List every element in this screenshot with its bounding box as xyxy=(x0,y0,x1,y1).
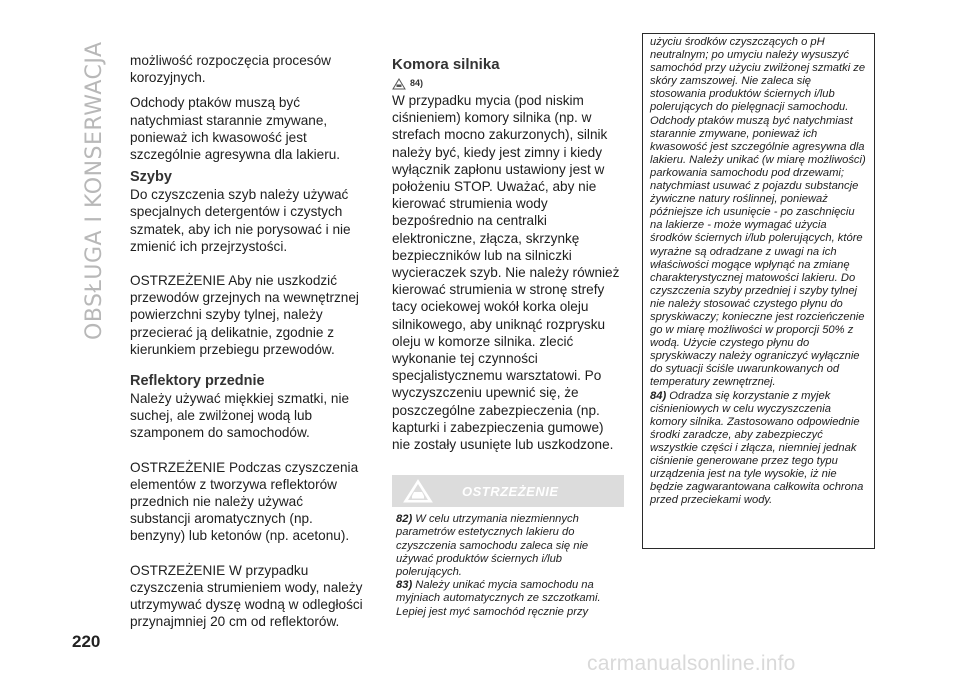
headlights-paragraph: Należy używać miękkiej szmatki, nie suchej, ale zwilżonej wodą lub szamponem do samochodów. xyxy=(130,391,350,441)
column-3-warning-box xyxy=(642,33,875,549)
warning-82-number: 82) xyxy=(396,513,413,526)
rear-window-warning: OSTRZEŻENIE Aby nie uszkodzić przewodów grzejnych na wewnętrznej powierzchni szyby tylnej, należy przecierać ją delikatnie, zgodnie z kierunkiem przebiegu przewodów. xyxy=(130,273,359,357)
section-title: OBSŁUGA I KONSERWACJA xyxy=(82,41,107,340)
water-jet-warning: OSTRZEŻENIE W przypadku czyszczenia strumieniem wody, należy utrzymywać dyszę wodną w odległości przynajmniej 20 cm od reflektorów. xyxy=(130,562,363,630)
warning-box-body xyxy=(392,507,624,619)
warning-84-number: 84) xyxy=(650,389,667,402)
headlights-heading: Reflektory przednie xyxy=(130,373,265,390)
reference-number: 84) xyxy=(410,78,424,89)
windows-paragraph: Do czyszczenia szyb należy używać specjalnych detergentów i czystych szmatek, aby ich nie porysować i nie zmienić ich przejrzystości. xyxy=(130,187,351,254)
windows-heading: Szyby xyxy=(130,169,172,186)
warning-box-title: OSTRZEŻENIE xyxy=(462,484,559,500)
warning-84-text: Odradza się korzystanie z myjek ciśnieniowych w celu wyczyszczenia komory silnika. Zastosowano odpowiednie środki zaradcze, aby zabezpieczyć wszystkie części i złącza, niemniej jednak ciśnienie generowane przez tego typu urządzenia jest na tyle wysokie, iż nie będzie zagwarantowana całkowita ochrona przed przeciekami wody. xyxy=(650,389,864,507)
watermark: carmanualsonline.info xyxy=(587,652,796,675)
intro-paragraph: możliwość rozpoczęcia procesów korozyjnych. xyxy=(130,53,331,86)
section-side-tab xyxy=(84,40,106,340)
engine-bay-paragraph: W przypadku mycia (pod niskim ciśnieniem) komory silnika (np. w strefach mocno zakurzonych), silnik należy być, kiedy jest zimny i kiedy wyłącznik zapłonu ustawiony jest w położeniu STOP. Uważać, aby nie kierować strumienia wody bezpośrednio na centralki elektroniczne, złącza, skrzynkę bezpieczników lub na silniczki wycieraczek szyb. Nie należy również kierować strumienia w stronę strefy tacy ociekowej wokół korka oleju silnikowego, aby uniknąć rozprysku oleju w komorze silnika. zlecić wykonanie tej czynności specjalistycznemu warsztatowi. Po wyczyszczeniu upewnić się, że poszczególne zabezpieczenia (np. kapturki i zabezpieczenia gumowe) nie zostały usunięte lub uszkodzone. xyxy=(392,93,620,453)
bird-droppings-paragraph: Odchody ptaków muszą być natychmiast starannie zmywane, ponieważ ich kwasowość jest szczególnie agresywna dla lakieru. xyxy=(130,95,341,163)
warning-83-text: Należy unikać mycia samochodu na myjniach automatycznych ze szczotkami. Lepiej jest myć samochód ręcznie przy xyxy=(396,579,601,618)
warning-car-icon xyxy=(402,478,434,504)
warning-car-icon xyxy=(392,78,406,90)
page-number: 220 xyxy=(72,632,101,651)
warning-83-number: 83) xyxy=(396,579,413,592)
warning-box-header xyxy=(392,475,624,507)
reference-mark xyxy=(392,76,624,92)
column-2 xyxy=(392,52,624,619)
warning-82-text: W celu utrzymania niezmiennych parametrów estetycznych lakieru do czyszczenia samochodu zaleca się nie używać produktów ściernych i/lub polerujących. xyxy=(396,513,589,579)
warning-83-continued: użyciu środków czyszczących o pH neutralnym; po umyciu należy wysuszyć samochód przy użyciu zwilżonej szmatki ze skóry zamszowej. Nie zaleca się stosowania produktów ściernych i/lub polerujących do pielęgnacji samochodu. Odchody ptaków muszą być natychmiast starannie zmywane, ponieważ ich kwasowość jest szczególnie agresywna dla lakieru. Należy unikać (w miarę możliwości) parkowania samochodu pod drzewami; natychmiast usuwać z pojazdu substancje żywiczne natury roślinnej, ponieważ późniejsze ich usunięcie - po zaschnięciu na lakierze - może wymagać użycia środków ściernych i/lub polerujących, które wyrażne są odradzane z uwagi na ich właściwości mogące wpłynąć na zmianę charakterystycznej matowości lakieru. Do czyszczenia szyby przedniej i szyby tylnej nie należy stosować czystego płynu do spryskiwaczy; konieczne jest rozcieńczenie go w miarę możliwości w proporcji 50% z wodą. Użycie czystego płynu do spryskiwaczy należy ograniczyć wyłącznie do sytuacji ściśle uwarunkowanych od temperatury zewnętrznej. xyxy=(650,36,866,389)
plastic-headlights-warning: OSTRZEŻENIE Podczas czyszczenia elementów z tworzywa reflektorów przednich nie należy używać substancji aromatycznych (np. benzyny) lub ketonów (np. acetonu). xyxy=(130,459,359,544)
engine-bay-heading: Komora silnika xyxy=(392,56,500,73)
column-1 xyxy=(130,52,365,630)
